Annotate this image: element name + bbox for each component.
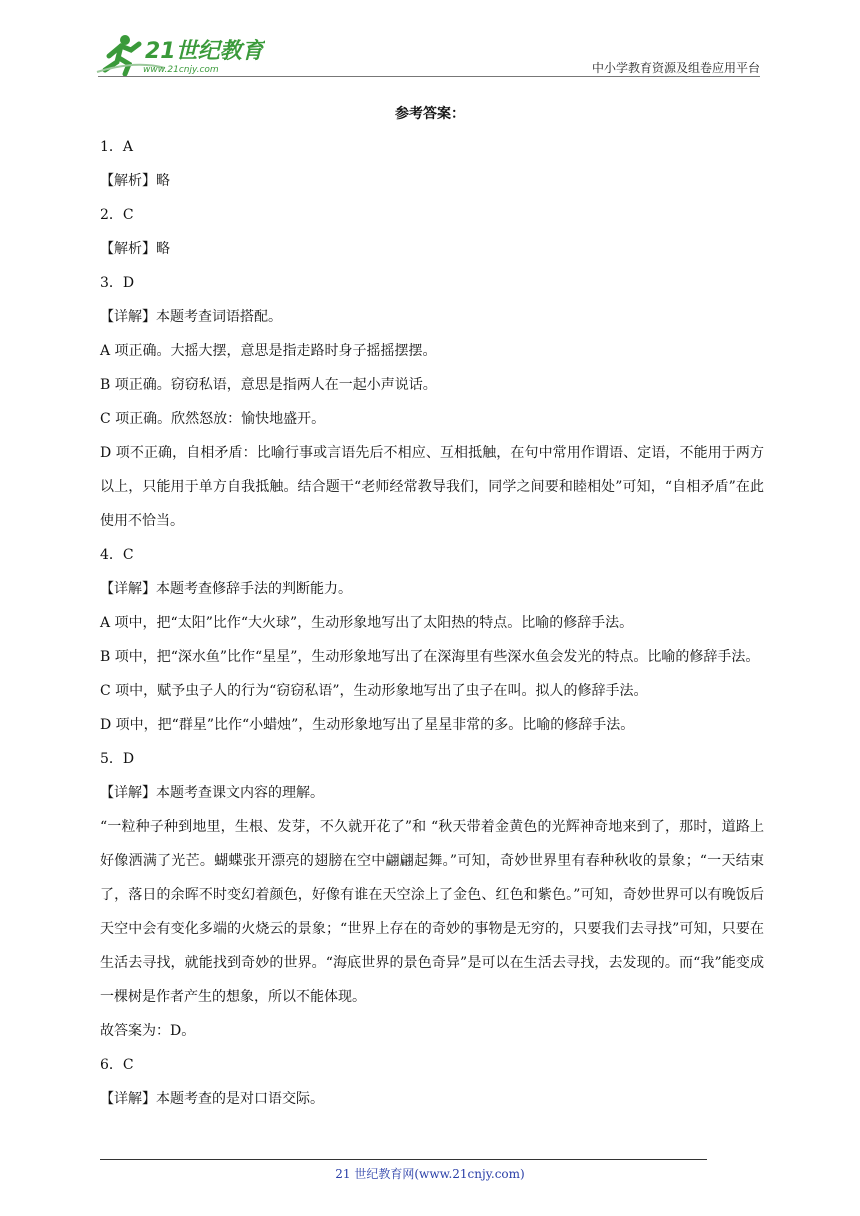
answer-line: 3．D — [100, 275, 135, 291]
footer-divider — [100, 1159, 707, 1160]
answer-line: C 项中，赋予虫子人的行为“窃窃私语”，生动形象地写出了虫子在叫。拟人的修辞手法。 — [100, 683, 648, 699]
answer-line: 【详解】本题考查词语搭配。 — [100, 309, 282, 325]
answer-line: “一粒种子种到地里，生根、发芽，不久就开花了”和 “秋天带着金黄色的光辉神奇地来到了，那时，道路上好像洒满了光芒。蝴蝶张开漂亮的翅膀在空中翩翩起舞。”可知，奇妙世界里有春种秋收的景象；“一天结束了，落日的余晖不时变幻着颜色，好像有谁在天空涂上了金色、红色和紫色。”可知，奇妙世界可以有晚饭后天空中会有变化多端的火烧云的景象；“世界上存在的奇妙的事物是无穷的，只要我们去寻找”可知，只要在生活去寻找，就能找到奇妙的世界。“海底世界的景色奇异”是可以在生活去寻找，去发现的。而“我”能变成一棵树是作者产生的想象，所以不能体现。 — [100, 819, 764, 1005]
answer-line: 5．D — [100, 751, 135, 767]
answer-line: 1．A — [100, 139, 134, 155]
header-divider — [98, 76, 760, 77]
answer-line: A 项中，把“太阳”比作“大火球”，生动形象地写出了太阳热的特点。比喻的修辞手法。 — [100, 615, 634, 631]
answer-line: 【解析】略 — [100, 241, 170, 257]
answer-line: 6．C — [100, 1057, 134, 1073]
answer-line: B 项中，把“深水鱼”比作“星星”，生动形象地写出了在深海里有些深水鱼会发光的特点。比喻的修辞手法。 — [100, 649, 760, 665]
page-header — [95, 28, 760, 80]
answer-line: 【详解】本题考查的是对口语交际。 — [100, 1091, 324, 1107]
answer-line: 4．C — [100, 547, 134, 563]
answer-line: 故答案为：D。 — [100, 1023, 196, 1039]
answer-line: 【解析】略 — [100, 173, 170, 189]
answer-line: 2．C — [100, 207, 134, 223]
runner-logo-icon — [95, 32, 265, 76]
answer-line: C 项正确。欣然怒放：愉快地盛开。 — [100, 411, 326, 427]
answer-line: 【详解】本题考查修辞手法的判断能力。 — [100, 581, 352, 597]
answer-line: D 项中，把“群星”比作“小蜡烛”，生动形象地写出了星星非常的多。比喻的修辞手法。 — [100, 717, 635, 733]
svg-text:21世纪教育: 21世纪教育 — [145, 39, 264, 64]
answer-line: D 项不正确，自相矛盾：比喻行事或言语先后不相应、互相抵触，在句中常用作谓语、定语，不能用于两方以上，只能用于单方自我抵触。结合题干“老师经常教导我们，同学之间要和睦相处”可知，“自相矛盾”在此使用不恰当。 — [100, 445, 764, 529]
answer-line: B 项正确。窃窃私语，意思是指两人在一起小声说话。 — [100, 377, 437, 393]
logo — [95, 32, 265, 76]
footer-link[interactable]: 21 世纪教育网(www.21cnjy.com) — [335, 1167, 525, 1181]
platform-text: 中小学教育资源及组卷应用平台 — [591, 61, 760, 75]
answer-line: A 项正确。大摇大摆，意思是指走路时身子摇摇摆摆。 — [100, 343, 437, 359]
page-title: 参考答案： — [395, 106, 465, 122]
svg-text:www.21cnjy.com: www.21cnjy.com — [143, 65, 219, 75]
answer-line: 【详解】本题考查课文内容的理解。 — [100, 785, 324, 801]
answer-content — [100, 130, 764, 1116]
